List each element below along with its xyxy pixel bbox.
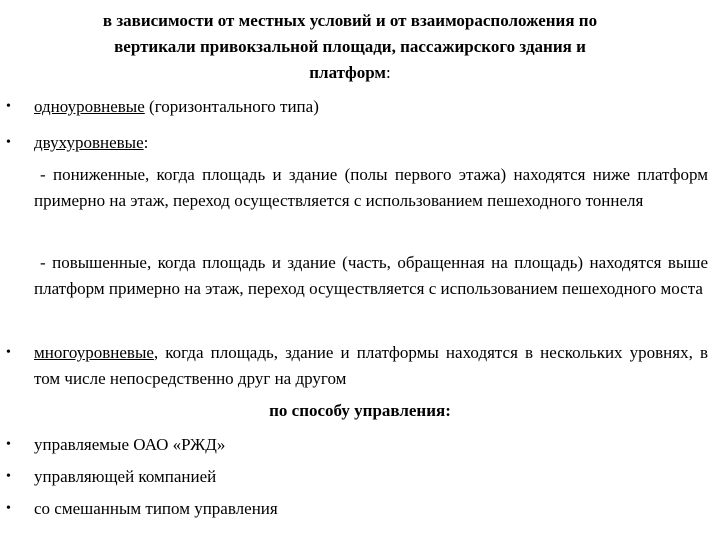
- term-multi-level: многоуровневые: [34, 343, 154, 362]
- heading-line-3-text: платформ: [309, 63, 387, 82]
- bullet-marker: •: [6, 99, 11, 114]
- list-item-text: со смешанным типом управления: [34, 499, 278, 518]
- sub-item-lowered-text: - пониженные, когда площадь и здание (полы первого этажа) находятся ниже платформ примерно на этаж, переход осуществляется с использованием пешеходного тоннеля: [34, 165, 708, 210]
- section-heading: [40, 8, 660, 86]
- list-item-text: [34, 130, 708, 156]
- term-two-level: двухуровневые: [34, 133, 144, 152]
- bullet-marker: •: [6, 501, 11, 516]
- heading-line-1: в зависимости от местных условий и от взаиморасположения по: [102, 11, 598, 30]
- management-subheading: по способу управления:: [269, 401, 451, 420]
- bullet-marker: •: [6, 135, 11, 150]
- term-multi-level-rest: , когда площадь, здание и платформы находятся в нескольких уровнях, в том числе непосредственно друг на другом: [34, 343, 708, 388]
- bullet-marker: •: [6, 345, 11, 360]
- heading-line-3: [40, 60, 660, 86]
- term-two-level-rest: :: [143, 133, 149, 152]
- list-item-text: управляющей компанией: [34, 467, 217, 486]
- bullet-marker: •: [6, 469, 11, 484]
- bullet-marker: •: [6, 437, 11, 452]
- list-item-text: [34, 94, 708, 120]
- list-item-text: управляемые ОАО «РЖД»: [34, 435, 226, 454]
- heading-line-3-colon: :: [386, 63, 391, 82]
- list-item-text: [34, 340, 708, 392]
- heading-line-2: вертикали привокзальной площади, пассажирского здания и: [114, 37, 586, 56]
- term-single-level: одноуровневые: [34, 97, 145, 116]
- term-single-level-rest: (горизонтального типа): [144, 97, 319, 116]
- sub-item-raised-text: - повышенные, когда площадь и здание (часть, обращенная на площадь) находятся выше платформ примерно на этаж, переход осуществляется с использованием пешеходного моста: [34, 253, 708, 298]
- sub-item-raised: [34, 250, 708, 302]
- sub-item-lowered: [34, 162, 708, 214]
